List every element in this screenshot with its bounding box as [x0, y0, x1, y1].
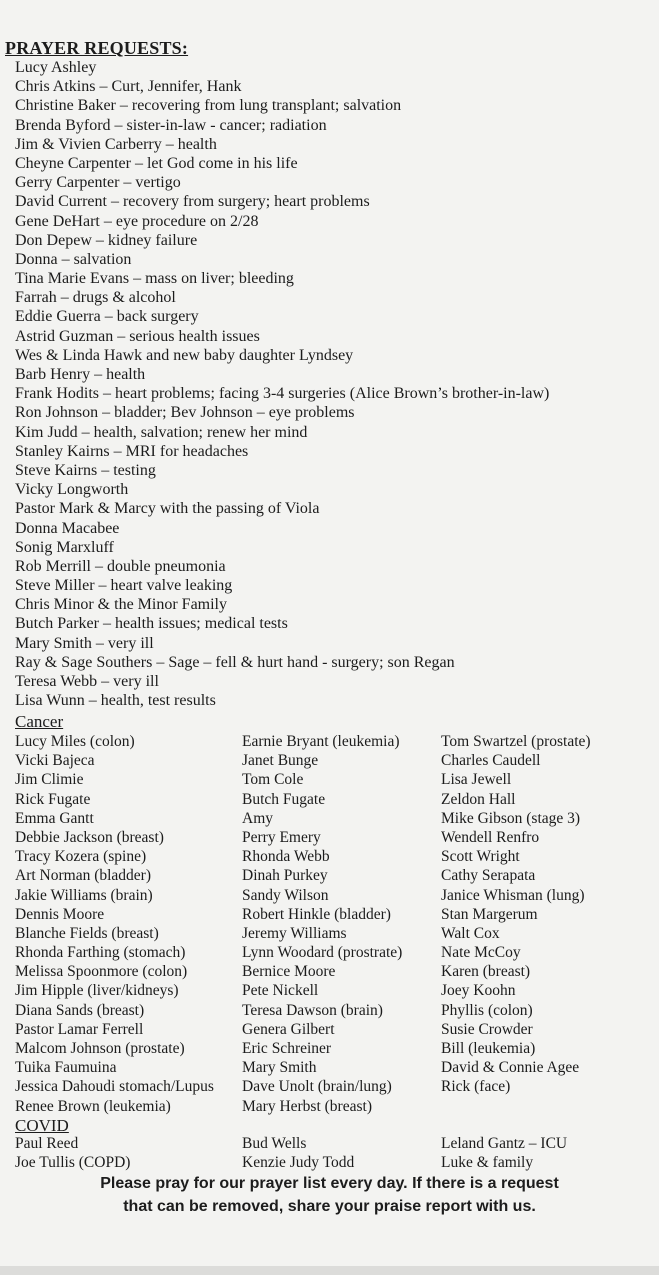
- cancer-list-item: Bill (leukemia): [441, 1040, 536, 1057]
- cancer-list-item: Earnie Bryant (leukemia): [242, 733, 400, 750]
- cancer-list-item: Lisa Jewell: [441, 771, 512, 789]
- prayer-request-item: David Current – recovery from surgery; heart problems: [15, 193, 370, 211]
- cancer-list-item: Genera Gilbert: [242, 1020, 335, 1038]
- cancer-list-item: Scott Wright: [441, 848, 520, 866]
- prayer-request-item: Sonig Marxluff: [15, 538, 114, 556]
- prayer-request-item: Rob Merrill – double pneumonia: [15, 557, 226, 575]
- cancer-list-item: Teresa Dawson (brain): [242, 1001, 383, 1019]
- prayer-request-item: Mary Smith – very ill: [15, 634, 154, 652]
- cancer-list-item: Tom Swartzel (prostate): [441, 733, 591, 750]
- prayer-request-item: Chris Minor & the Minor Family: [15, 596, 227, 614]
- cancer-list-item: Jakie Williams (brain): [15, 886, 153, 904]
- prayer-request-item: Steve Miller – heart valve leaking: [15, 577, 233, 595]
- cancer-list-item: Jessica Dahoudi stomach/Lupus: [15, 1078, 214, 1096]
- cancer-list-item: Wendell Renfro: [441, 828, 540, 846]
- cancer-list-item: Dennis Moore: [15, 905, 105, 923]
- prayer-request-item: Frank Hodits – heart problems; facing 3-4 surgeries (Alice Brown’s brother-in-law): [15, 385, 550, 403]
- cancer-list-item: Butch Fugate: [242, 790, 326, 808]
- footer-line-1: Please pray for our prayer list every day. If there is a request: [100, 1175, 559, 1192]
- prayer-request-item: Jim & Vivien Carberry – health: [15, 135, 217, 153]
- cancer-list-item: Rick (face): [441, 1078, 511, 1096]
- prayer-request-item: Astrid Guzman – serious health issues: [15, 327, 260, 345]
- cancer-list-item: Amy: [242, 809, 273, 827]
- prayer-request-item: Ray & Sage Southers – Sage – fell & hurt hand - surgery; son Regan: [15, 653, 455, 671]
- covid-column-3: [441, 1134, 567, 1172]
- cancer-list-item: Blanche Fields (breast): [15, 924, 159, 942]
- prayer-request-item: Eddie Guerra – back surgery: [15, 308, 199, 326]
- prayer-request-item: Steve Kairns – testing: [15, 461, 156, 479]
- footer-note: [0, 1172, 659, 1218]
- cancer-list-item: Rhonda Webb: [242, 848, 330, 866]
- cancer-list-item: Stan Margerum: [441, 905, 538, 923]
- prayer-request-item: Barb Henry – health: [15, 366, 146, 383]
- prayer-request-item: Brenda Byford – sister-in-law - cancer; radiation: [15, 116, 327, 134]
- prayer-request-item: Gene DeHart – eye procedure on 2/28: [15, 212, 259, 230]
- cancer-list-item: Art Norman (bladder): [15, 867, 152, 885]
- prayer-request-item: Lucy Ashley: [15, 59, 97, 76]
- prayer-request-item: Christine Baker – recovering from lung transplant; salvation: [15, 97, 402, 115]
- cancer-list-item: Rhonda Farthing (stomach): [15, 944, 186, 962]
- covid-list-item: Bud Wells: [242, 1135, 307, 1152]
- cancer-list-item: Nate McCoy: [441, 944, 521, 962]
- covid-section-title: COVID: [15, 1116, 69, 1135]
- cancer-list-item: Melissa Spoonmore (colon): [15, 963, 188, 981]
- cancer-list-item: Cathy Serapata: [441, 867, 536, 885]
- cancer-list-item: Sandy Wilson: [242, 886, 329, 904]
- cancer-list-item: Robert Hinkle (bladder): [242, 905, 391, 923]
- page-title: PRAYER REQUESTS:: [5, 38, 189, 58]
- prayer-request-item: Lisa Wunn – health, test results: [15, 692, 216, 710]
- cancer-list-item: Lucy Miles (colon): [15, 733, 135, 750]
- cancer-column-2: [242, 732, 402, 1116]
- cancer-list-item: Charles Caudell: [441, 752, 541, 770]
- cancer-list-item: Dinah Purkey: [242, 867, 328, 885]
- cancer-list-item: Walt Cox: [441, 924, 500, 942]
- prayer-request-item: Pastor Mark & Marcy with the passing of Viola: [15, 500, 320, 518]
- covid-list-item: Kenzie Judy Todd: [242, 1154, 355, 1172]
- cancer-list-item: Vicki Bajeca: [15, 752, 95, 770]
- prayer-request-item: Cheyne Carpenter – let God come in his life: [15, 154, 298, 172]
- page-bottom-edge: [0, 1266, 659, 1275]
- prayer-request-item: Kim Judd – health, salvation; renew her mind: [15, 423, 308, 441]
- cancer-list-item: Jim Climie: [15, 771, 84, 789]
- cancer-list-item: Perry Emery: [242, 828, 321, 846]
- cancer-list-item: Pastor Lamar Ferrell: [15, 1020, 144, 1038]
- cancer-list-item: Karen (breast): [441, 963, 531, 981]
- cancer-list-item: Tuika Faumuina: [15, 1059, 117, 1077]
- prayer-request-item: Teresa Webb – very ill: [15, 673, 159, 690]
- cancer-list-item: Mary Herbst (breast): [242, 1097, 372, 1115]
- cancer-list-item: Phyllis (colon): [441, 1001, 533, 1019]
- prayer-request-item: Butch Parker – health issues; medical tests: [15, 615, 288, 633]
- prayer-request-item: Farrah – drugs & alcohol: [15, 289, 176, 307]
- prayer-request-item: Donna Macabee: [15, 519, 120, 537]
- cancer-list-item: Debbie Jackson (breast): [15, 828, 164, 846]
- cancer-list-item: Janet Bunge: [242, 752, 319, 770]
- prayer-request-item: Ron Johnson – bladder; Bev Johnson – eye problems: [15, 404, 355, 422]
- cancer-list-item: Bernice Moore: [242, 963, 336, 981]
- prayer-request-item: Gerry Carpenter – vertigo: [15, 174, 181, 192]
- cancer-list-item: Tom Cole: [242, 771, 304, 789]
- cancer-column-3: [441, 732, 591, 1097]
- cancer-list-item: Malcom Johnson (prostate): [15, 1040, 185, 1057]
- cancer-section-title: Cancer: [15, 712, 64, 731]
- cancer-list-item: Lynn Woodard (prostrate): [242, 944, 403, 962]
- cancer-list-item: Pete Nickell: [242, 982, 319, 1000]
- covid-list-item: Joe Tullis (COPD): [15, 1154, 131, 1172]
- cancer-list-item: Joey Koohn: [441, 982, 516, 1000]
- footer-line-2: that can be removed, share your praise report with us.: [123, 1198, 536, 1215]
- cancer-list-item: Janice Whisman (lung): [441, 886, 585, 904]
- prayer-request-list: [15, 58, 655, 710]
- covid-list-item: Paul Reed: [15, 1135, 79, 1152]
- cancer-list-item: Tracy Kozera (spine): [15, 848, 147, 866]
- covid-column-2: [242, 1134, 354, 1172]
- cancer-list-item: Zeldon Hall: [441, 790, 516, 808]
- prayer-request-item: Don Depew – kidney failure: [15, 231, 198, 249]
- prayer-request-item: Chris Atkins – Curt, Jennifer, Hank: [15, 78, 242, 96]
- prayer-request-item: Donna – salvation: [15, 250, 132, 268]
- cancer-list-item: Jim Hipple (liver/kidneys): [15, 982, 179, 1000]
- cancer-list-item: Rick Fugate: [15, 790, 91, 808]
- cancer-list-item: Susie Crowder: [441, 1020, 533, 1038]
- covid-list-item: Luke & family: [441, 1154, 534, 1172]
- cancer-list-item: Eric Schreiner: [242, 1040, 332, 1057]
- cancer-list-item: Renee Brown (leukemia): [15, 1097, 171, 1115]
- prayer-request-item: Vicky Longworth: [15, 481, 129, 499]
- prayer-request-item: Tina Marie Evans – mass on liver; bleeding: [15, 270, 294, 288]
- prayer-request-item: Stanley Kairns – MRI for headaches: [15, 442, 249, 460]
- cancer-list-item: Jeremy Williams: [242, 924, 347, 942]
- cancer-list-item: Mike Gibson (stage 3): [441, 809, 581, 827]
- covid-column-1: [15, 1134, 130, 1172]
- prayer-request-item: Wes & Linda Hawk and new baby daughter Lyndsey: [15, 346, 354, 364]
- cancer-column-1: [15, 732, 214, 1116]
- cancer-list-item: Diana Sands (breast): [15, 1001, 145, 1019]
- cancer-list-item: Dave Unolt (brain/lung): [242, 1078, 392, 1096]
- cancer-list-item: David & Connie Agee: [441, 1059, 580, 1077]
- covid-list-item: Leland Gantz – ICU: [441, 1135, 568, 1152]
- cancer-list-item: Mary Smith: [242, 1059, 317, 1077]
- cancer-list-item: Emma Gantt: [15, 809, 94, 827]
